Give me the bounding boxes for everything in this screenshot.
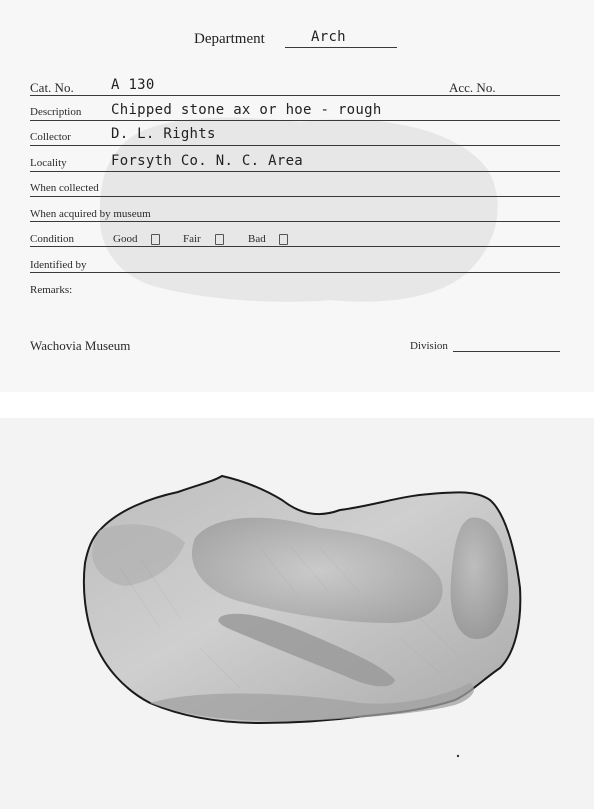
paper-speck [457, 755, 459, 757]
remarks-label: Remarks: [30, 284, 73, 296]
artifact-drawing-sheet [0, 418, 594, 809]
museum-name: Wachovia Museum [30, 338, 131, 353]
department-label: Department [194, 31, 265, 47]
condition-fair-checkbox [215, 234, 224, 245]
department-line [285, 47, 397, 48]
collector-line [30, 145, 560, 146]
condition-good-checkbox [151, 234, 160, 245]
page-gap [0, 392, 594, 418]
collector-label: Collector [30, 131, 71, 143]
identified-by-line [30, 272, 560, 273]
condition-line [30, 246, 560, 247]
condition-good-label: Good [113, 233, 138, 245]
condition-label: Condition [30, 233, 75, 245]
when-acquired-label: When acquired by museum [30, 208, 151, 220]
division-line [453, 351, 560, 352]
condition-bad-checkbox [279, 234, 288, 245]
description-label: Description [30, 106, 82, 118]
cat-no-label: Cat. No. [30, 80, 74, 95]
acc-no-label: Acc. No. [449, 80, 496, 95]
when-acquired-line [30, 221, 560, 222]
cat-no-value: A 130 [111, 77, 155, 93]
identified-by-label: Identified by [30, 259, 87, 271]
department-value: Arch [311, 29, 346, 45]
locality-label: Locality [30, 157, 67, 169]
when-collected-label: When collected [30, 182, 99, 194]
catalog-card [0, 0, 594, 392]
locality-value: Forsyth Co. N. C. Area [111, 153, 304, 169]
chipped-stone-ax-drawing [0, 418, 594, 809]
condition-bad-label: Bad [248, 233, 266, 245]
when-collected-line [30, 196, 560, 197]
division-label: Division [410, 340, 448, 352]
description-value: Chipped stone ax or hoe - rough [111, 102, 382, 118]
cat-no-line [30, 95, 560, 96]
locality-line [30, 171, 560, 172]
collector-value: D. L. Rights [111, 126, 216, 142]
condition-fair-label: Fair [183, 233, 201, 245]
description-line [30, 120, 560, 121]
